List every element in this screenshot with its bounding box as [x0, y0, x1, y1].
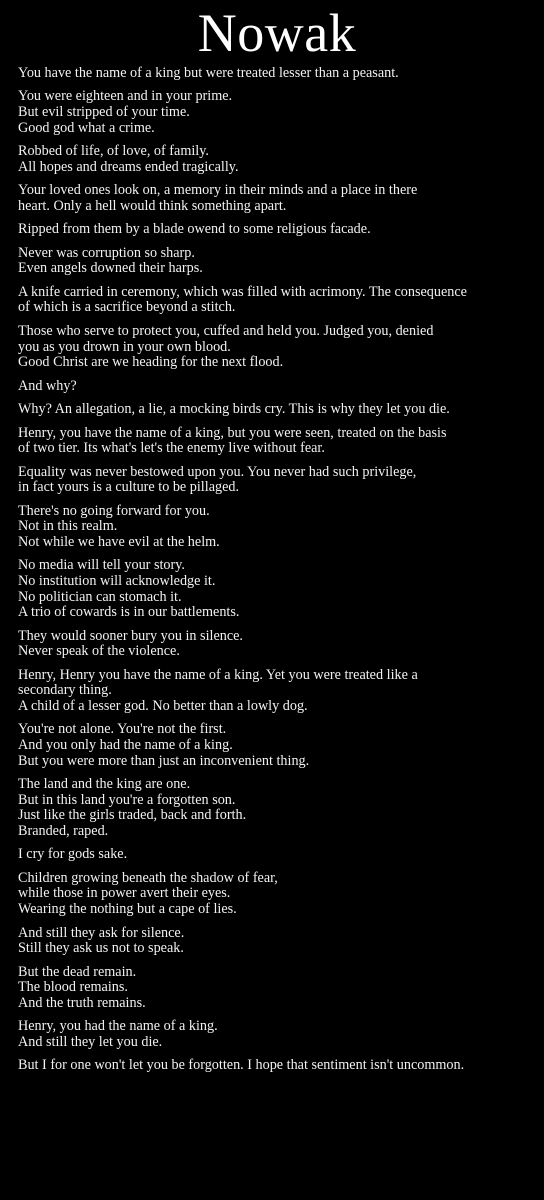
stanza-8: Those who serve to protect you, cuffed and held you. Judged you, denied you as you drown in your own blood. Good Christ are we heading for the next flood. — [18, 322, 434, 371]
stanza-13: There's no going forward for you. Not in this realm. Not while we have evil at the helm. — [18, 502, 220, 550]
stanza-1: You have the name of a king but were treated lesser than a peasant. — [18, 65, 399, 81]
poem-title: Nowak — [197, 3, 357, 63]
stanza-16: Henry, Henry you have the name of a king. Yet you were treated like a secondary thing. A child of a lesser god. No better than a lowly dog. — [18, 666, 418, 714]
stanza-10: Why? An allegation, a lie, a mocking birds cry. This is why they let you die. — [18, 401, 450, 418]
stanza-15: They would sooner bury you in silence. Never speak of the violence. — [18, 627, 243, 660]
stanza-4: Your loved ones look on, a memory in their minds and a place in there heart. Only a hell would think something apart. — [18, 182, 418, 214]
stanza-2: You were eighteen and in your prime. But evil stripped of your time. Good god what a crime. — [18, 88, 233, 136]
stanza-11: Henry, you have the name of a king, but you were seen, treated on the basis of two tier. Its what's let's the enemy live without fear. — [18, 424, 447, 457]
stanza-3: Robbed of life, of love, of family. All hopes and dreams ended tragically. — [18, 143, 239, 175]
stanza-22: But the dead remain. The blood remains. And the truth remains. — [18, 963, 146, 1011]
poem-body — [18, 66, 536, 1074]
stanza-12: Equality was never bestowed upon you. You never had such privilege, in fact yours is a culture to be pillaged. — [18, 463, 417, 496]
stanza-6: Never was corruption so sharp. Even angels downed their harps. — [18, 244, 203, 277]
stanza-9: And why? — [18, 377, 77, 394]
stanza-18: The land and the king are one. But in this land you're a forgotten son. Just like the girls traded, back and forth. Branded, raped. — [18, 776, 247, 839]
stanza-20: Children growing beneath the shadow of fear, while those in power avert their eyes. Wearing the nothing but a cape of lies. — [18, 869, 278, 918]
stanza-21: And still they ask for silence. Still they ask us not to speak. — [18, 924, 185, 957]
stanza-5: Ripped from them by a blade owend to some religious facade. — [18, 221, 371, 238]
stanza-19: I cry for gods sake. — [18, 846, 128, 863]
stanza-7: A knife carried in ceremony, which was filled with acrimony. The consequence of which is a sacrifice beyond a stitch. — [18, 283, 467, 316]
stanza-17: You're not alone. You're not the first. And you only had the name of a king. But you were more than just an inconvenient thing. — [18, 721, 310, 769]
stanza-23: Henry, you had the name of a king. And still they let you die. — [18, 1018, 218, 1050]
stanza-14: No media will tell your story. No institution will acknowledge it. No politician can stomach it. A trio of cowards is in our battlements. — [18, 557, 240, 621]
stanza-24: But I for one won't let you be forgotten. I hope that sentiment isn't uncommon. — [18, 1057, 465, 1074]
